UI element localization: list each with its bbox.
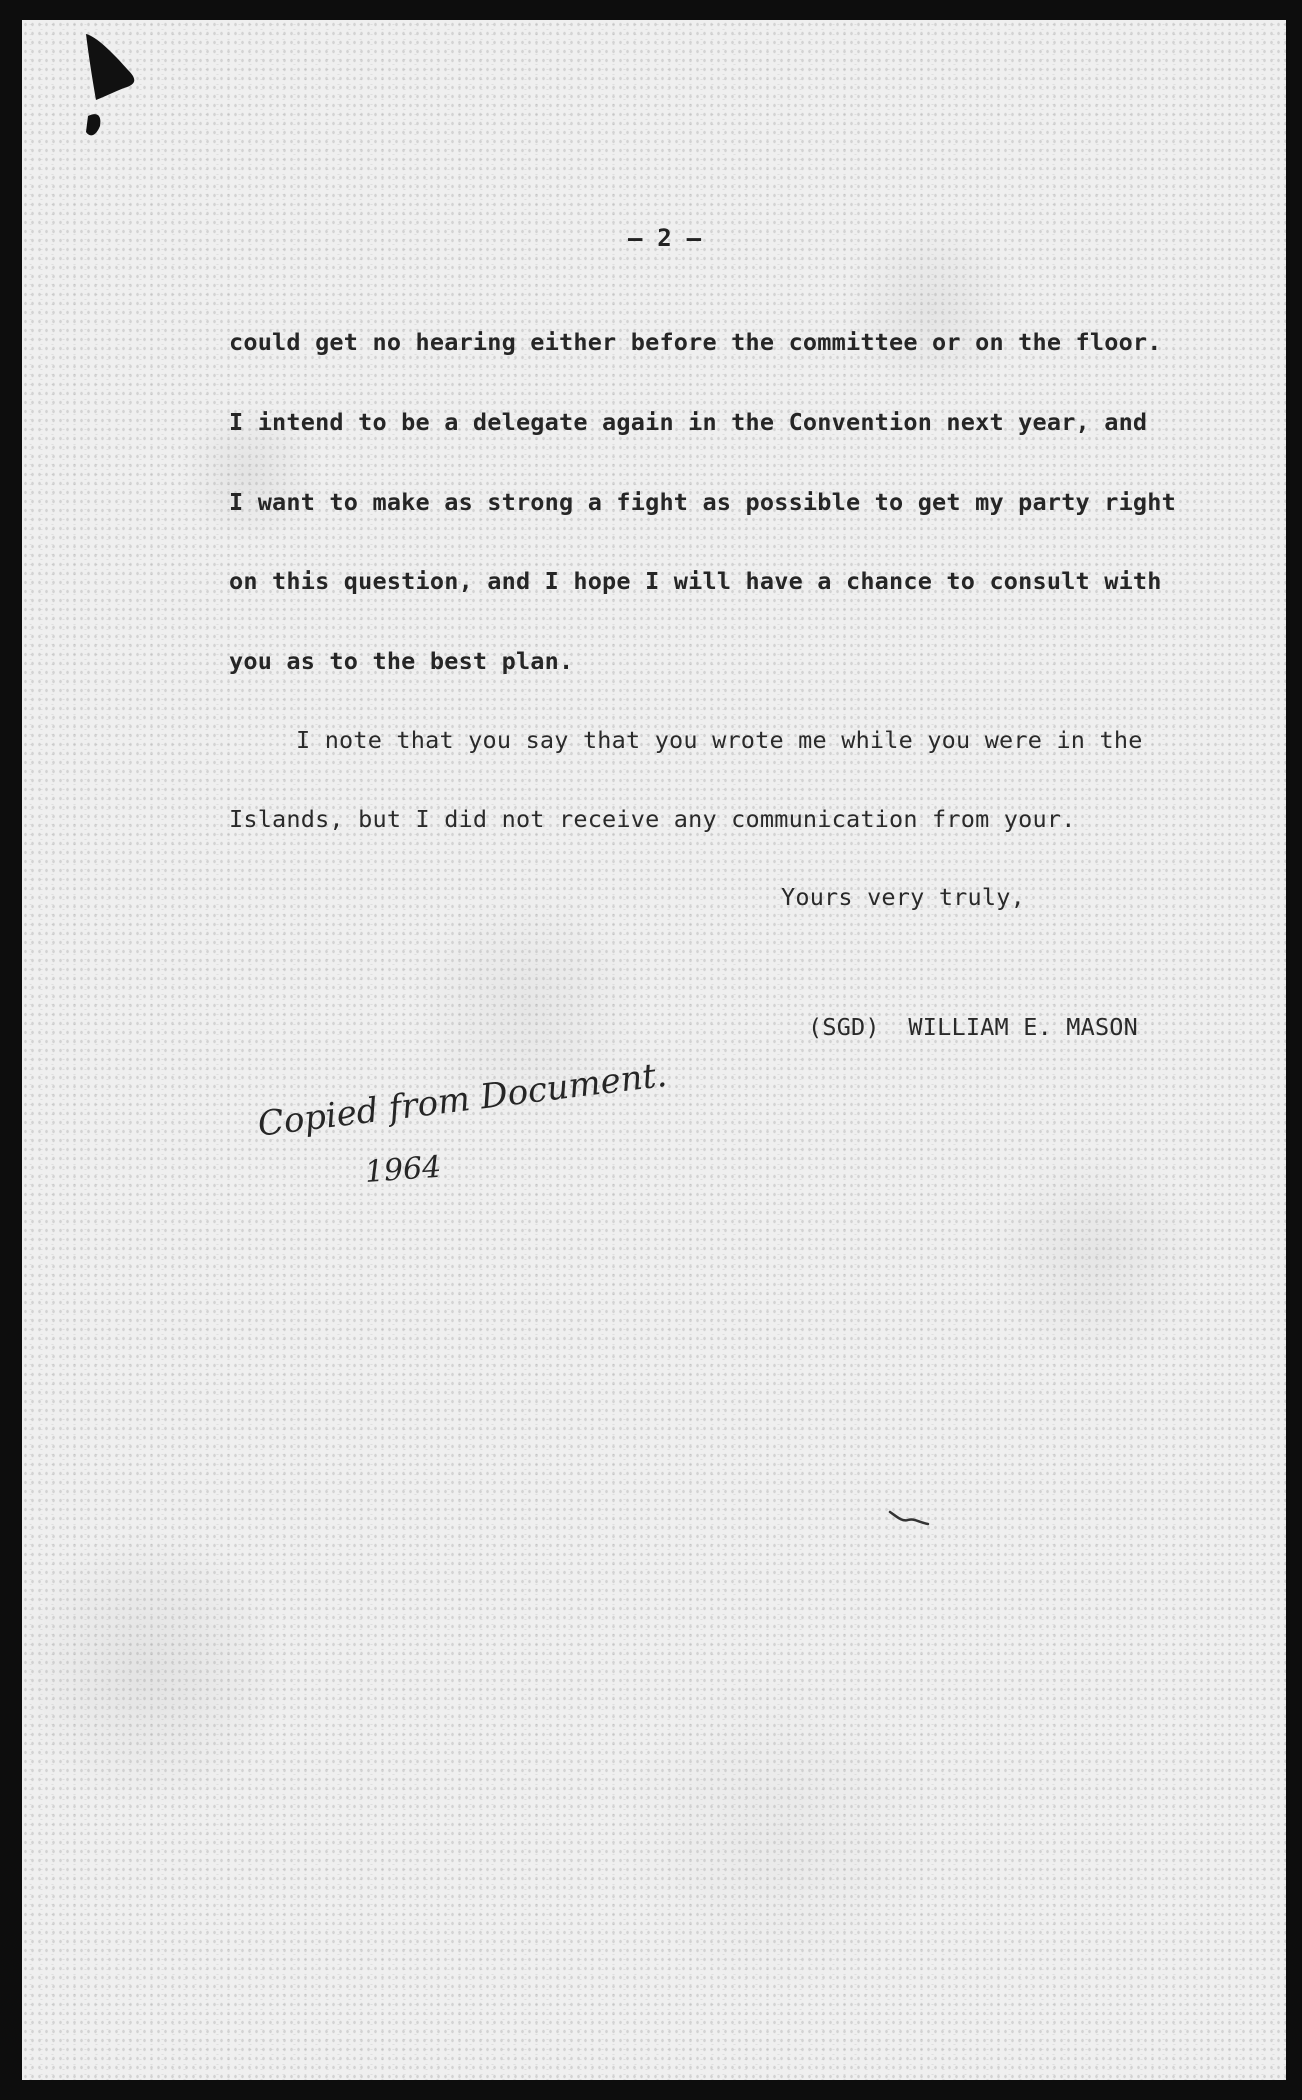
torn-corner-mark bbox=[66, 14, 156, 144]
body-line-1: could get no hearing either before the committee or on the floor. bbox=[229, 328, 1162, 356]
page-number: — 2 — bbox=[628, 224, 702, 252]
stray-ink-mark bbox=[888, 1508, 932, 1530]
closing-salutation: Yours very truly, bbox=[781, 883, 1025, 911]
handwritten-note-year: 1964 bbox=[363, 1149, 443, 1190]
body-line-2: I intend to be a delegate again in the Convention next year, and bbox=[229, 408, 1148, 436]
handwritten-note-line-1: Copied from Document. bbox=[255, 1054, 670, 1145]
signature-line: (SGD) WILLIAM E. MASON bbox=[808, 1013, 1139, 1041]
body-line-4: on this question, and I hope I will have a chance to consult with bbox=[229, 567, 1162, 595]
body-line-7: Islands, but I did not receive any communication from your. bbox=[229, 805, 1076, 833]
body-line-6: I note that you say that you wrote me while you were in the bbox=[296, 726, 1143, 754]
body-line-3: I want to make as strong a fight as possible to get my party right bbox=[229, 488, 1176, 516]
body-line-5: you as to the best plan. bbox=[229, 647, 574, 675]
